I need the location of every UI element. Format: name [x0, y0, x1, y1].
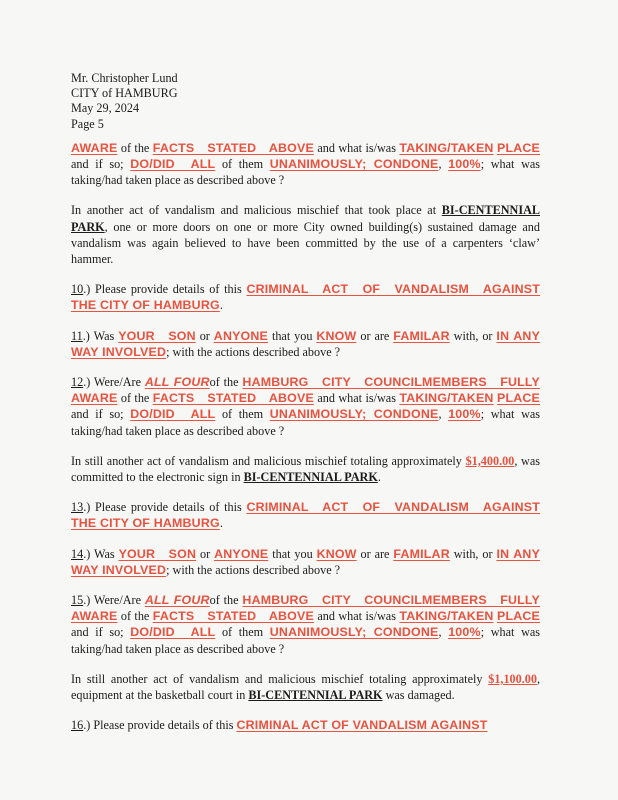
question-16: 16.) Please provide details of this CRIMINAL ACT OF VANDALISM AGAINST [71, 718, 488, 733]
letter-date: May 29, 2024 [71, 101, 140, 116]
question-10: 10.) Please provide details of this CRIMINAL ACT OF VANDALISM AGAINST THE CITY OF HAMBURG. [71, 282, 541, 313]
letter-header [71, 71, 540, 132]
recipient-name: Mr. Christopher Lund [71, 71, 178, 85]
question-12: 12.) Were/Are ALL FOURof the HAMBURG CITY COUNCILMEMBERS FULLY AWARE of the FACTS STATED ABOVE and what is/was TAKING/TAKEN PLACE and if so; DO/DID ALL of them UNANIMOUSLY; CONDONE, 100%; what was taking/had taken place as described above ? [71, 375, 541, 438]
question-15: 15.) Were/Are ALL FOURof the HAMBURG CITY COUNCILMEMBERS FULLY AWARE of the FACTS STATED ABOVE and what is/was TAKING/TAKEN PLACE and if so; DO/DID ALL of them UNANIMOUSLY; CONDONE, 100%; what was taking/had taken place as described above ? [71, 593, 541, 656]
recipient-org: CITY of HAMBURG [71, 86, 178, 101]
question-9-continuation: AWARE of the FACTS STATED ABOVE and what is/was TAKING/TAKEN PLACE and if so; DO/DID ALL of them UNANIMOUSLY; CONDONE, 100%; what was taking/had taken place as described above ? [71, 140, 541, 188]
question-11: 11.) Was YOUR SON or ANYONE that you KNOW or are FAMILAR with, or IN ANY WAY INVOLVED; with the actions described above ? [71, 328, 541, 359]
vandalism-paragraph-doors: In another act of vandalism and malicious mischief that took place at BI-CENTENNIAL PARK, one or more doors on one or more City owned building(s) sustained damage and vandalism was again believed to have been committed by the use of a carpenters ‘claw’ hammer. [71, 203, 540, 267]
vandalism-paragraph-sign: In still another act of vandalism and malicious mischief totaling approximately $1,400.00, was committed to the electronic sign in BI-CENTENNIAL PARK. [71, 453, 540, 485]
vandalism-paragraph-basketball: In still another act of vandalism and malicious mischief totaling approximately $1,100.00, equipment at the basketball court in BI-CENTENNIAL PARK was damaged. [71, 671, 541, 703]
page-number: Page 5 [71, 116, 104, 131]
question-13: 13.) Please provide details of this CRIMINAL ACT OF VANDALISM AGAINST THE CITY OF HAMBURG. [71, 500, 541, 531]
question-14: 14.) Was YOUR SON or ANYONE that you KNOW or are FAMILAR with, or IN ANY WAY INVOLVED; with the actions described above ? [71, 546, 541, 577]
